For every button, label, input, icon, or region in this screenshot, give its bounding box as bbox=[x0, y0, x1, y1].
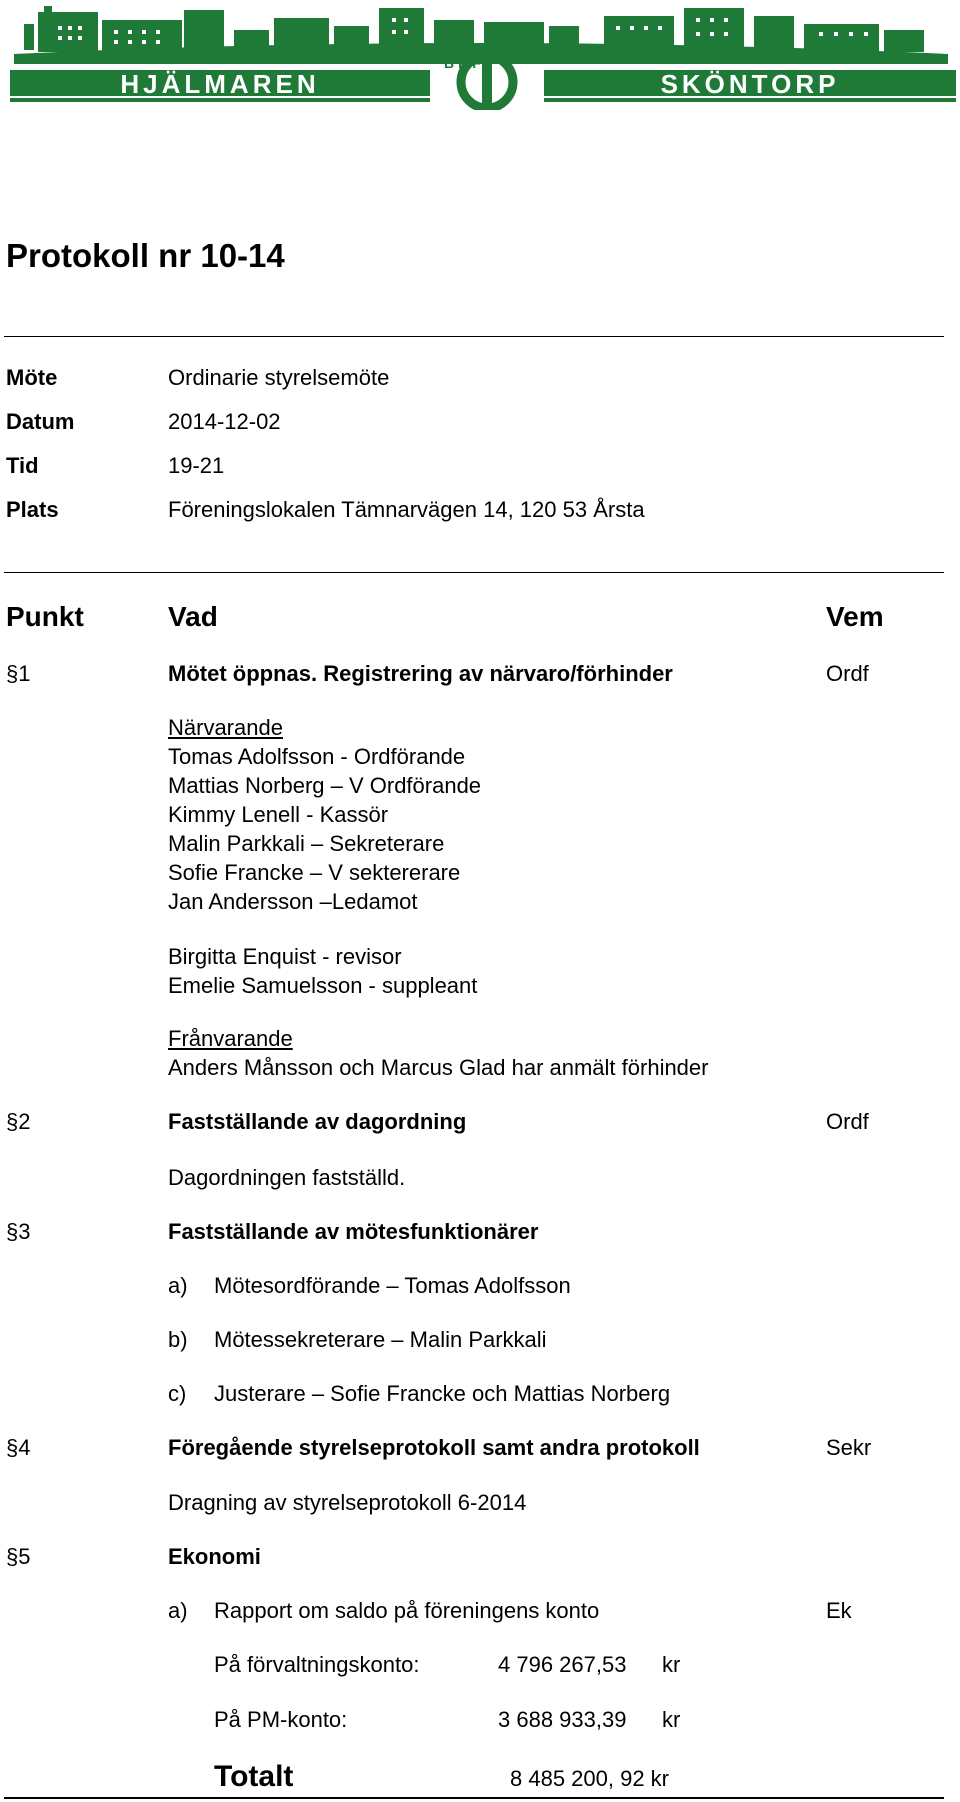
item-responsible: Ek bbox=[826, 1598, 852, 1623]
item-heading: Fastställande av mötesfunktionärer bbox=[168, 1219, 539, 1244]
divider-bottom bbox=[4, 1797, 944, 1799]
sub-text: Mötesordförande – Tomas Adolfsson bbox=[214, 1273, 571, 1298]
account-label: På förvaltningskonto: bbox=[214, 1652, 420, 1677]
sub-text: Rapport om saldo på föreningens konto bbox=[214, 1598, 600, 1623]
column-header-vad: Vad bbox=[168, 601, 218, 632]
item-responsible: Sekr bbox=[826, 1435, 872, 1460]
sub-letter: a) bbox=[168, 1598, 188, 1623]
sub-letter: c) bbox=[168, 1381, 187, 1406]
column-header-punkt: Punkt bbox=[6, 601, 84, 632]
item-number: §4 bbox=[6, 1435, 31, 1460]
sub-text: Mötessekreterare – Malin Parkkali bbox=[214, 1327, 547, 1352]
item-responsible: Ordf bbox=[826, 1109, 869, 1134]
account-unit: kr bbox=[662, 1707, 681, 1732]
present-list bbox=[168, 743, 481, 917]
other-attendees bbox=[168, 943, 477, 1001]
item-heading: Mötet öppnas. Registrering av närvaro/förhinder bbox=[168, 661, 673, 686]
present-member: Malin Parkkali – Sekreterare bbox=[168, 831, 445, 856]
sub-letter: b) bbox=[168, 1327, 188, 1352]
page-title: Protokoll nr 10-14 bbox=[6, 237, 285, 274]
present-member: Sofie Francke – V sektererare bbox=[168, 860, 461, 885]
present-member: Tomas Adolfsson - Ordförande bbox=[168, 744, 466, 769]
present-member: Kimmy Lenell - Kassör bbox=[168, 802, 389, 827]
logo-left-text: HJÄLMAREN bbox=[120, 69, 320, 99]
meta-label-plats: Plats bbox=[6, 497, 59, 522]
meta-value-mote: Ordinarie styrelsemöte bbox=[168, 365, 390, 390]
item-text: Dragning av styrelseprotokoll 6-2014 bbox=[168, 1490, 527, 1515]
meta-value-tid: 19-21 bbox=[168, 453, 225, 478]
item-responsible: Ordf bbox=[826, 661, 869, 686]
meta-value-plats: Föreningslokalen Tämnarvägen 14, 120 53 Årsta bbox=[168, 497, 645, 522]
sub-letter: a) bbox=[168, 1273, 188, 1298]
total-label: Totalt bbox=[214, 1760, 294, 1793]
account-amount: 3 688 933,39 bbox=[498, 1707, 627, 1732]
sub-text: Justerare – Sofie Francke och Mattias Norberg bbox=[214, 1381, 671, 1406]
item-text: Dagordningen fastställd. bbox=[168, 1165, 406, 1190]
item-heading: Ekonomi bbox=[168, 1544, 261, 1569]
account-amount: 4 796 267,53 bbox=[498, 1652, 627, 1677]
item-number: §1 bbox=[6, 661, 31, 686]
other-attendee: Emelie Samuelsson - suppleant bbox=[168, 973, 478, 998]
logo-right-text: SKÖNTORP bbox=[660, 69, 840, 99]
present-heading: Närvarande bbox=[168, 715, 283, 740]
present-member: Mattias Norberg – V Ordförande bbox=[168, 773, 482, 798]
other-attendee: Birgitta Enquist - revisor bbox=[168, 944, 402, 969]
absent-text: Anders Månsson och Marcus Glad har anmält förhinder bbox=[168, 1055, 709, 1080]
brf-hjalmaren-skontorp-logo bbox=[4, 2, 958, 110]
item-number: §2 bbox=[6, 1109, 31, 1134]
account-unit: kr bbox=[662, 1652, 681, 1677]
meta-label-tid: Tid bbox=[6, 453, 39, 478]
total-amount: 8 485 200, 92 kr bbox=[510, 1766, 670, 1791]
logo-brf-text: BRF bbox=[444, 55, 485, 71]
item-heading: Fastställande av dagordning bbox=[168, 1109, 467, 1134]
divider-top bbox=[4, 336, 944, 337]
account-label: På PM-konto: bbox=[214, 1707, 348, 1732]
absent-heading: Frånvarande bbox=[168, 1026, 293, 1051]
meta-label-mote: Möte bbox=[6, 365, 58, 390]
meta-value-datum: 2014-12-02 bbox=[168, 409, 281, 434]
item-number: §3 bbox=[6, 1219, 31, 1244]
divider-mid bbox=[4, 572, 944, 573]
column-header-vem: Vem bbox=[826, 601, 884, 632]
item-heading: Föregående styrelseprotokoll samt andra protokoll bbox=[168, 1435, 700, 1460]
item-number: §5 bbox=[6, 1544, 31, 1569]
present-member: Jan Andersson –Ledamot bbox=[168, 889, 418, 914]
meta-label-datum: Datum bbox=[6, 409, 75, 434]
